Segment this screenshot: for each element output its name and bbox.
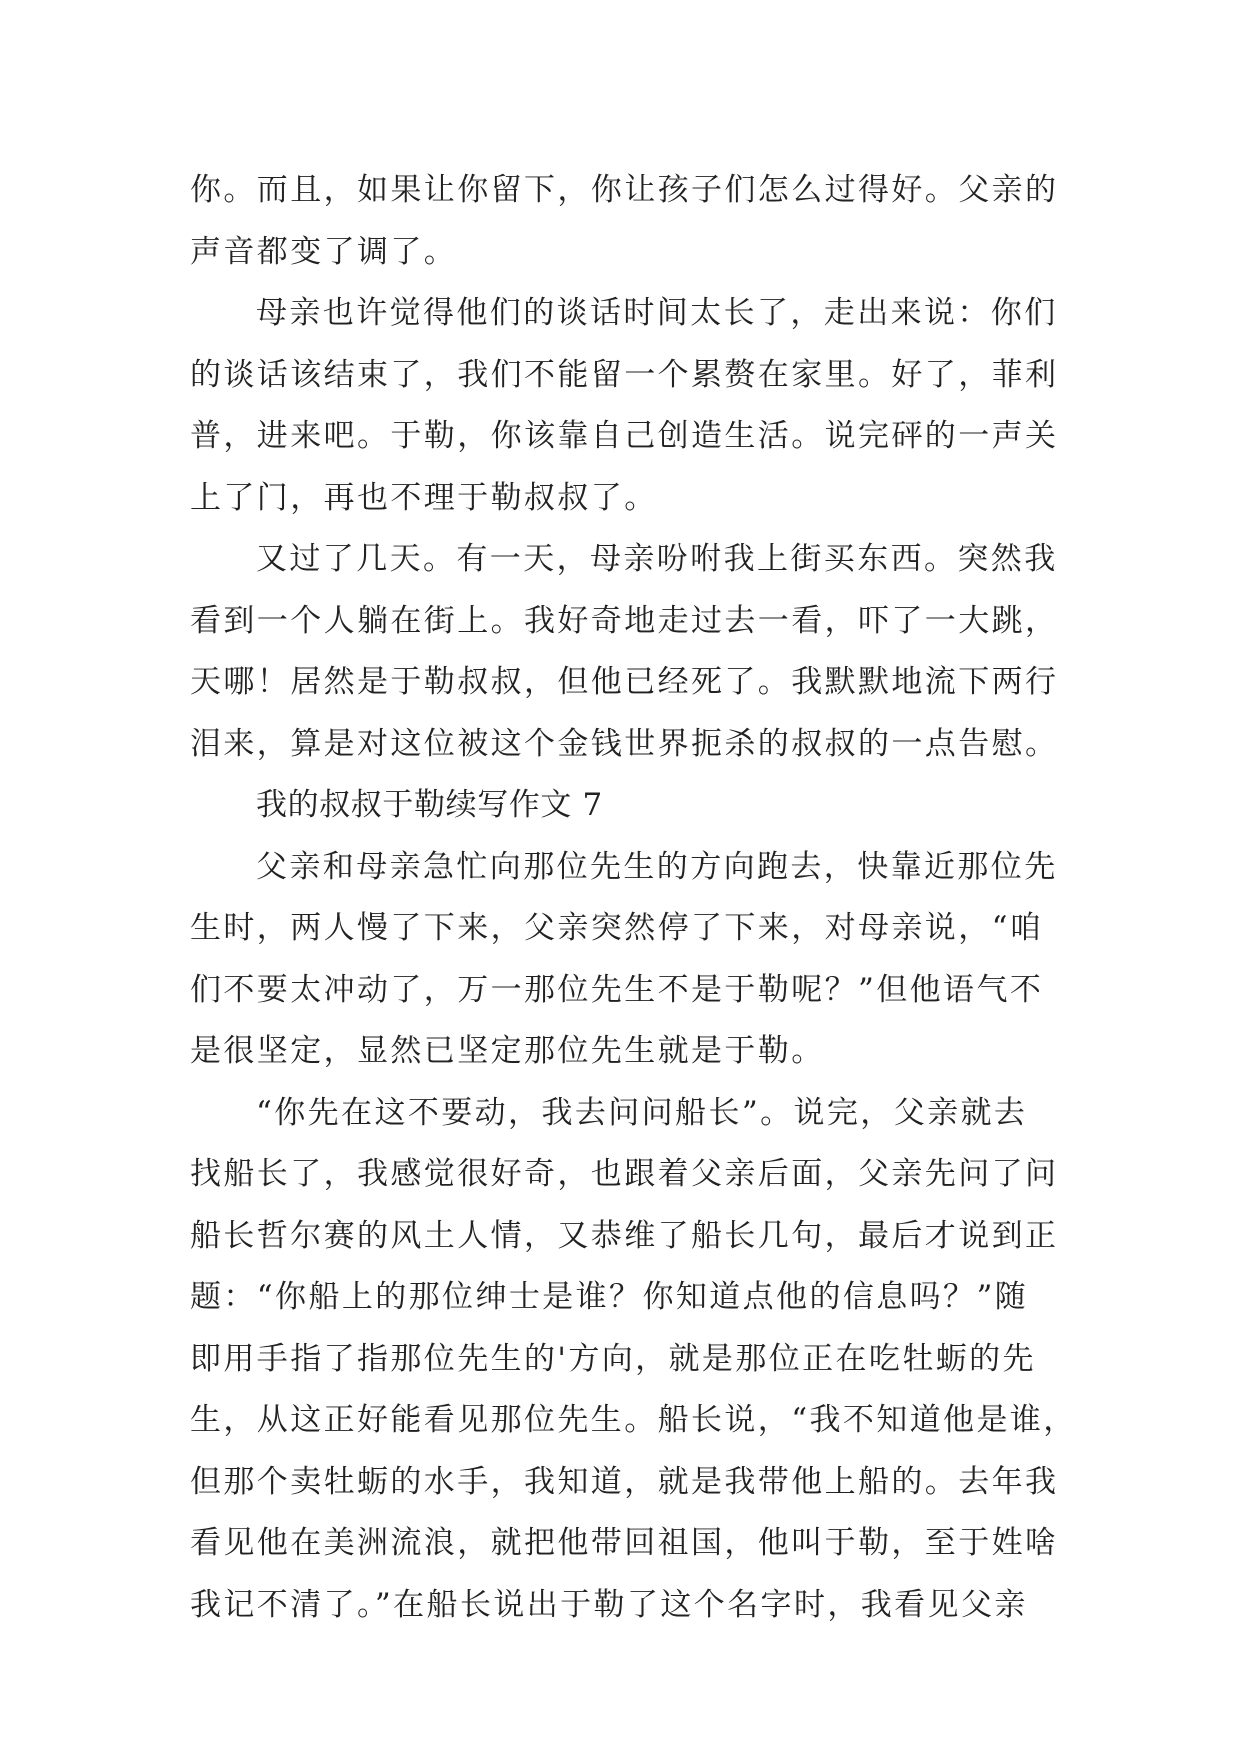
- text-line: 找船长了，我感觉很好奇，也跟着父亲后面，父亲先问了问: [190, 1156, 1059, 1192]
- text-line: 们不要太冲动了，万一那位先生不是于勒呢？”但他语气不: [190, 971, 1044, 1008]
- text-line: 但那个卖牡蛎的水手，我知道，就是我带他上船的。去年我: [190, 1463, 1059, 1500]
- text-line: “你先在这不要动，我去问问船长”。说完，父亲就去: [256, 1094, 1028, 1131]
- text-line: 你。而且，如果让你留下，你让孩子们怎么过得好。父亲的: [190, 172, 1059, 208]
- body-text: [190, 160, 1077, 1636]
- text-line: 船长哲尔赛的风土人情，又恭维了船长几句，最后才说到正: [190, 1217, 1059, 1254]
- text-line: 声音都变了调了。: [190, 233, 458, 270]
- text-line: 天哪！居然是于勒叔叔，但他已经死了。我默默地流下两行: [190, 664, 1059, 700]
- text-line: 看到一个人躺在街上。我好奇地走过去一看，吓了一大跳，: [190, 602, 1059, 639]
- text-line: 即用手指了指那位先生的'方向，就是那位正在吃牡蛎的先: [190, 1340, 1036, 1377]
- text-line: 生，从这正好能看见那位先生。船长说，“我不知道他是谁，: [190, 1402, 1077, 1438]
- text-line: 上了门，再也不理于勒叔叔了。: [190, 479, 658, 516]
- text-line: 普，进来吧。于勒，你该靠自己创造生活。说完砰的一声关: [190, 418, 1059, 454]
- text-line: 父亲和母亲急忙向那位先生的方向跑去，快靠近那位先: [256, 848, 1058, 885]
- text-line: 看见他在美洲流浪，就把他带回祖国，他叫于勒，至于姓啥: [190, 1525, 1059, 1561]
- text-line: 我记不清了。”在船长说出于勒了这个名字时，我看见父亲: [190, 1586, 1028, 1623]
- text-line: 是很坚定，显然已坚定那位先生就是于勒。: [190, 1033, 825, 1069]
- text-line: 生时，两人慢了下来，父亲突然停了下来，对母亲说，“咱: [190, 910, 1044, 946]
- text-line: 又过了几天。有一天，母亲吩咐我上街买东西。突然我: [256, 541, 1058, 577]
- section-heading: 我的叔叔于勒续写作文 7: [256, 787, 603, 823]
- text-line: 母亲也许觉得他们的谈话时间太长了，走出来说：你们: [256, 295, 1058, 331]
- text-line: 泪来，算是对这位被这个金钱世界扼杀的叔叔的一点告慰。: [190, 725, 1059, 762]
- text-line: 题：“你船上的那位绅士是谁？你知道点他的信息吗？”随: [190, 1279, 1029, 1315]
- text-line: 的谈话该结束了，我们不能留一个累赘在家里。好了，菲利: [190, 356, 1059, 393]
